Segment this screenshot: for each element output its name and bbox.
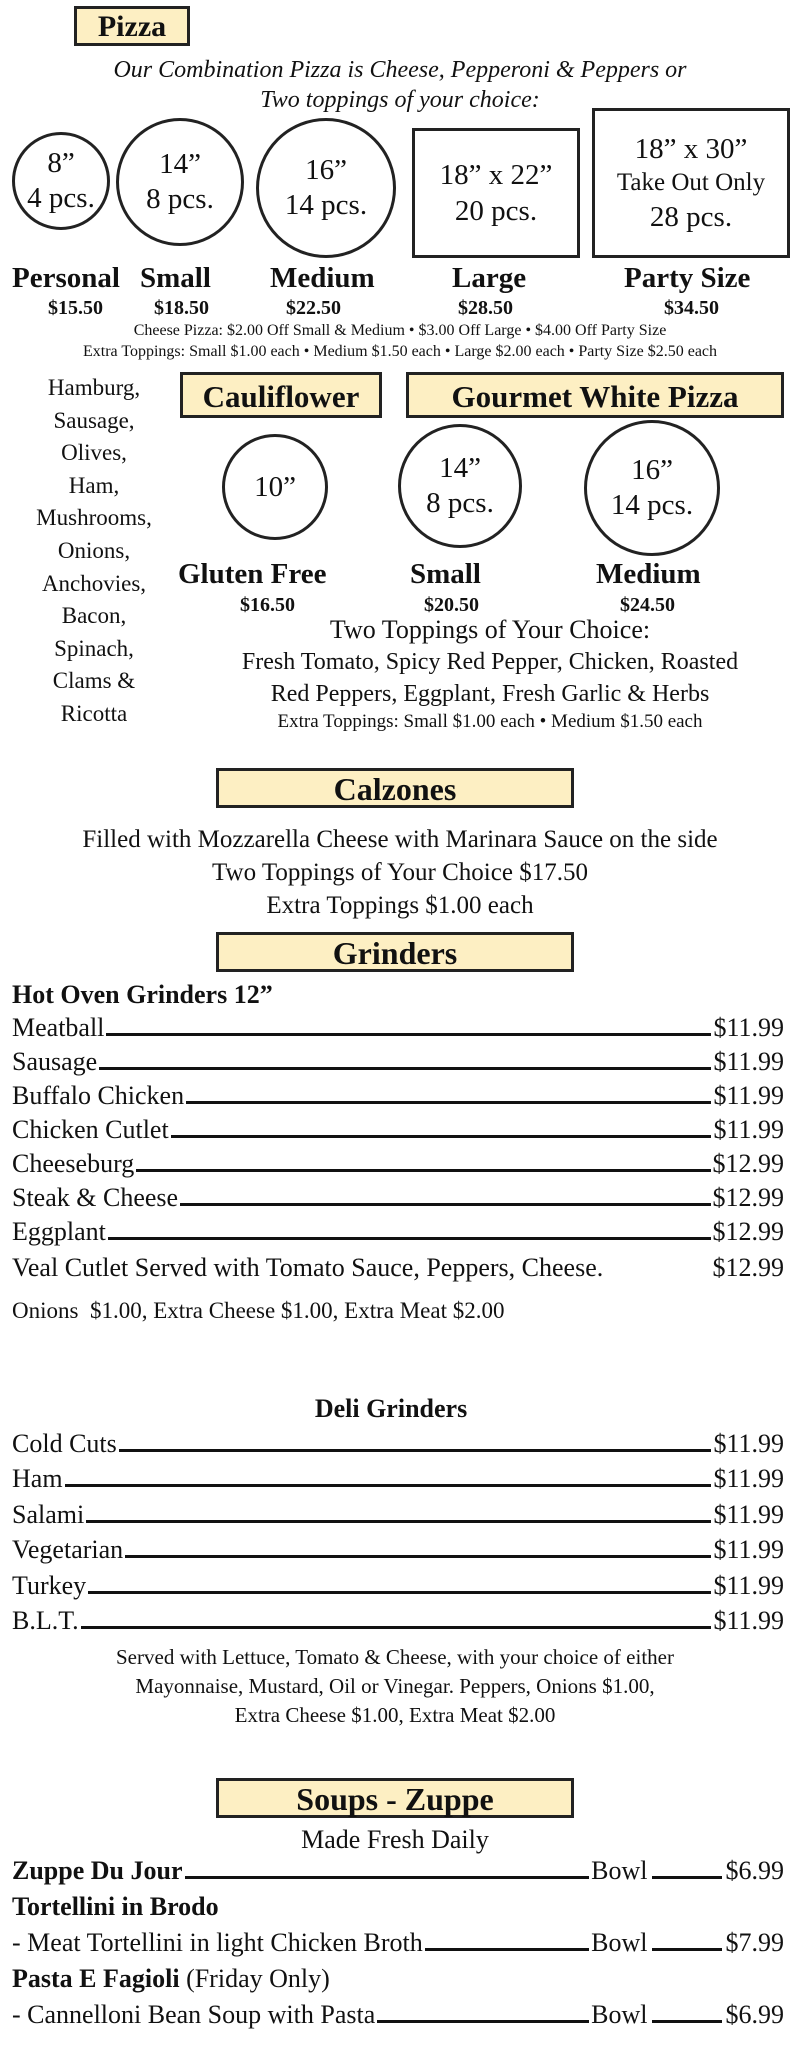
soup-row: [12, 1928, 784, 1958]
menu-item-row: [12, 1149, 784, 1179]
calzones-header: Calzones: [216, 768, 574, 808]
item-name: Turkey: [12, 1571, 87, 1600]
item-name: Salami: [12, 1500, 85, 1529]
soups-header: Soups - Zuppe: [216, 1778, 574, 1818]
menu-item-row: [12, 1500, 784, 1530]
cauliflower-size-circle: [222, 434, 328, 540]
menu-item-row: [12, 1429, 784, 1459]
medium-name: Medium: [270, 262, 375, 294]
dot-leader: [652, 2020, 722, 2023]
deli-note-line-1: Served with Lettuce, Tomato & Cheese, with your choice of either: [116, 1645, 674, 1669]
dot-leader: [652, 1876, 722, 1879]
small-price: $18.50: [154, 297, 209, 319]
gourmet-choice: [190, 614, 790, 734]
dot-leader: [86, 1520, 711, 1523]
dot-leader: [186, 1101, 711, 1104]
menu-item-row: [12, 1464, 784, 1494]
gourmet-extra-note: Extra Toppings: Small $1.00 each • Medium $1.50 each: [277, 711, 703, 732]
item-name: Cold Cuts: [12, 1429, 117, 1458]
item-price: $11.99: [713, 1571, 784, 1600]
soup-unit: Bowl: [591, 1928, 648, 1957]
menu-item-row: [12, 1115, 784, 1145]
dot-leader: [180, 1203, 710, 1206]
medium-price: $22.50: [286, 297, 341, 319]
large-name: Large: [452, 262, 527, 294]
deli-grinders-title: Deli Grinders: [314, 1394, 468, 1423]
medium-size-circle: [256, 118, 396, 258]
party-name: Party Size: [624, 262, 751, 294]
item-name: B.L.T.: [12, 1606, 79, 1635]
item-name: Cheeseburg: [12, 1149, 135, 1178]
topping-item: Clams &: [52, 668, 136, 694]
soup-row: [12, 1856, 784, 1886]
item-name: Eggplant: [12, 1217, 106, 1246]
soup-name: - Meat Tortellini in light Chicken Broth: [12, 1928, 423, 1957]
menu-item-row: [12, 1047, 784, 1077]
menu-item-row: [12, 1013, 784, 1043]
small-size-circle: [116, 118, 244, 246]
dot-leader: [88, 1591, 711, 1594]
cauliflower-price: $16.50: [240, 594, 295, 616]
gourmet-small-price: $20.50: [424, 594, 479, 616]
calzones-line-1: Filled with Mozzarella Cheese with Marinara Sauce on the side: [82, 826, 718, 853]
topping-item: Anchovies,: [41, 570, 147, 596]
topping-item: Mushrooms,: [36, 505, 152, 531]
gourmet-choice-line-2: Red Peppers, Eggplant, Fresh Garlic & Herbs: [270, 681, 710, 707]
gourmet-header: Gourmet White Pizza: [406, 372, 784, 418]
gourmet-choice-title: Two Toppings of Your Choice:: [329, 615, 651, 644]
tortellini-title: Tortellini in Brodo: [12, 1892, 219, 1921]
gourmet-medium-price: $24.50: [620, 594, 675, 616]
gourmet-small-circle: [398, 424, 522, 548]
item-name: Chicken Cutlet: [12, 1115, 169, 1144]
item-name: Ham: [12, 1464, 63, 1493]
topping-item: Ricotta: [60, 700, 128, 726]
soup-unit: Bowl: [591, 2000, 648, 2029]
large-size: 18” x 22”: [439, 158, 553, 191]
soup-price: $6.99: [725, 1856, 784, 1885]
gourmet-small-pieces: 8 pcs.: [426, 487, 494, 519]
item-price: $11.99: [713, 1115, 784, 1144]
soup-price: $6.99: [725, 2000, 784, 2029]
gourmet-medium-pieces: 14 pcs.: [610, 489, 694, 521]
topping-list: [18, 372, 170, 731]
dot-leader: [106, 1033, 711, 1036]
item-price: $12.99: [712, 1253, 784, 1282]
menu-item-row: [12, 1535, 784, 1565]
item-price: $11.99: [713, 1606, 784, 1635]
topping-item: Olives,: [61, 440, 127, 466]
personal-name: Personal: [12, 262, 120, 294]
cauliflower-name: Gluten Free: [178, 558, 327, 590]
grinders-header: Grinders: [216, 932, 574, 972]
pizza-intro-line-1: Our Combination Pizza is Cheese, Pepperoni & Peppers or: [113, 57, 687, 83]
personal-pieces: 4 pcs.: [27, 182, 95, 214]
item-price: $12.99: [712, 1183, 784, 1212]
small-name: Small: [140, 262, 211, 294]
pizza-extra-toppings-note: Extra Toppings: Small $1.00 each • Medium $1.50 each • Large $2.00 each • Party Size $2.50 each: [82, 343, 718, 360]
item-name: Buffalo Chicken: [12, 1081, 185, 1110]
gourmet-choice-line-1: Fresh Tomato, Spicy Red Pepper, Chicken, Roasted: [241, 649, 739, 675]
calzones-line-3: Extra Toppings $1.00 each: [266, 892, 534, 919]
fagioli-title: Pasta E Fagioli: [12, 1964, 180, 1993]
pizza-intro: [0, 55, 800, 115]
gourmet-small-name: Small: [410, 558, 481, 590]
menu-item-row: [12, 1183, 784, 1213]
item-price: $11.99: [713, 1429, 784, 1458]
menu-item-row: [12, 1606, 784, 1636]
item-price: $11.99: [713, 1013, 784, 1042]
item-price: $11.99: [713, 1500, 784, 1529]
deli-note-line-3: Extra Cheese $1.00, Extra Meat $2.00: [234, 1703, 556, 1727]
medium-pieces: 14 pcs.: [284, 189, 368, 221]
party-pieces: 28 pcs.: [649, 200, 733, 233]
dot-leader: [125, 1555, 711, 1558]
soup-unit: Bowl: [591, 1856, 648, 1885]
item-price: $11.99: [713, 1464, 784, 1493]
topping-item: Bacon,: [61, 603, 127, 629]
deli-note-line-2: Mayonnaise, Mustard, Oil or Vinegar. Peppers, Onions $1.00,: [135, 1674, 655, 1698]
item-price: $12.99: [712, 1217, 784, 1246]
hot-grinder-extras: Onions $1.00, Extra Cheese $1.00, Extra Meat $2.00: [12, 1298, 505, 1323]
dot-leader: [119, 1449, 712, 1452]
topping-item: Ham,: [68, 472, 120, 498]
gourmet-small-size: 14”: [439, 452, 481, 485]
soup-price: $7.99: [725, 1928, 784, 1957]
soup-name: Zuppe Du Jour: [12, 1856, 183, 1885]
dot-leader: [185, 1876, 590, 1879]
dot-leader: [65, 1484, 712, 1487]
topping-item: Hamburg,: [47, 375, 141, 400]
calzones-description: [0, 823, 800, 922]
cheese-pizza-note: Cheese Pizza: $2.00 Off Small & Medium • $3.00 Off Large • $4.00 Off Party Size: [133, 322, 667, 339]
hot-grinders-title: Hot Oven Grinders 12”: [12, 980, 273, 1009]
dot-leader: [171, 1135, 712, 1138]
fagioli-title-line: [12, 1964, 330, 1994]
item-price: $12.99: [712, 1149, 784, 1178]
gourmet-medium-size: 16”: [631, 454, 673, 487]
party-size-box: [592, 108, 790, 258]
menu-item-row: [12, 1217, 784, 1247]
item-name: Steak & Cheese: [12, 1183, 179, 1212]
menu-item-row: [12, 1571, 784, 1601]
item-price: $11.99: [713, 1535, 784, 1564]
menu-item-row: [12, 1253, 784, 1283]
item-name: Veal Cutlet Served with Tomato Sauce, Peppers, Cheese.: [12, 1253, 604, 1282]
cauliflower-header: Cauliflower: [180, 372, 382, 418]
deli-note: [0, 1643, 790, 1730]
personal-size-circle: [12, 132, 110, 230]
personal-size: 8”: [47, 147, 75, 180]
soup-row: [12, 2000, 784, 2030]
calzones-line-2: Two Toppings of Your Choice $17.50: [212, 859, 588, 886]
large-price: $28.50: [458, 297, 513, 319]
topping-item: Onions,: [57, 537, 131, 563]
party-price: $34.50: [664, 297, 719, 319]
topping-item: Spinach,: [54, 635, 134, 661]
item-name: Vegetarian: [12, 1535, 124, 1564]
large-size-box: [412, 128, 580, 258]
item-name: Sausage: [12, 1047, 98, 1076]
large-pieces: 20 pcs.: [454, 195, 538, 227]
dot-leader: [377, 2020, 589, 2023]
cauliflower-size: 10”: [254, 470, 296, 503]
gourmet-medium-circle: [584, 420, 720, 556]
soups-subtitle: Made Fresh Daily: [301, 1825, 489, 1854]
item-name: Meatball: [12, 1013, 105, 1042]
topping-item: Sausage,: [53, 407, 135, 433]
medium-size: 16”: [305, 154, 347, 187]
dot-leader: [652, 1948, 722, 1951]
fagioli-note: (Friday Only): [179, 1964, 330, 1993]
item-price: $11.99: [713, 1047, 784, 1076]
gourmet-medium-name: Medium: [596, 558, 701, 590]
pizza-header: Pizza: [74, 6, 190, 46]
dot-leader: [81, 1626, 712, 1629]
item-price: $11.99: [713, 1081, 784, 1110]
small-pieces: 8 pcs.: [146, 183, 214, 215]
party-note: Take Out Only: [616, 169, 766, 197]
dot-leader: [425, 1948, 589, 1951]
small-size: 14”: [159, 148, 201, 181]
menu-item-row: [12, 1081, 784, 1111]
soup-name: - Cannelloni Bean Soup with Pasta: [12, 2000, 376, 2029]
party-size: 18” x 30”: [634, 133, 748, 166]
pizza-intro-line-2: Two toppings of your choice:: [260, 87, 540, 113]
dot-leader: [99, 1067, 711, 1070]
dot-leader: [136, 1169, 710, 1172]
personal-price: $15.50: [48, 297, 103, 319]
dot-leader: [108, 1237, 711, 1240]
